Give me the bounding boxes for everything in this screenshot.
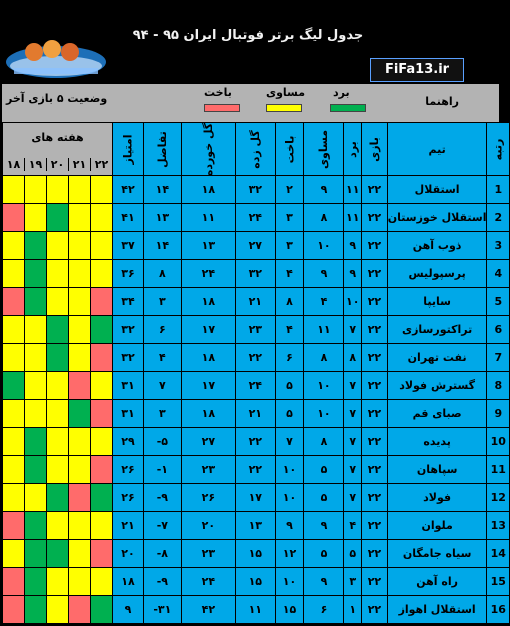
form-cell [91,428,113,456]
cell-played: ۲۲ [362,232,388,260]
cell-ga: ۱۸ [181,344,235,372]
cell-rank: 6 [487,316,510,344]
column-header-label: امتیاز [121,133,135,165]
table-row [3,288,510,316]
form-cell [91,176,113,204]
form-cell [47,176,69,204]
cell-won: ۴ [344,512,362,540]
cell-team: نفت تهران [387,344,487,372]
form-cell [25,176,47,204]
cell-gf: ۲۲ [236,344,276,372]
cell-pts: ۳۱ [113,400,144,428]
cell-drawn: ۸ [304,344,344,372]
form-cell [47,260,69,288]
form-cell [91,568,113,596]
cell-played: ۲۲ [362,344,388,372]
cell-team: سپاهان [387,456,487,484]
form-cell [69,456,91,484]
cell-gd: -۵ [144,428,182,456]
table-row [3,596,510,624]
cell-rank: 7 [487,344,510,372]
cell-played: ۲۲ [362,596,388,624]
cell-won: ۸ [344,344,362,372]
cell-gd: -۷ [144,512,182,540]
cell-ga: ۲۰ [181,512,235,540]
cell-team: سایپا [387,288,487,316]
form-cell [25,232,47,260]
cell-ga: ۲۴ [181,260,235,288]
cell-played: ۲۲ [362,316,388,344]
column-header-played [362,123,388,176]
form-cell [47,288,69,316]
cell-won: ۷ [344,316,362,344]
cell-played: ۲۲ [362,176,388,204]
cell-ga: ۱۸ [181,176,235,204]
table-row [3,512,510,540]
cell-lost: ۵ [275,372,304,400]
cell-lost: ۷ [275,428,304,456]
cell-team: ذوب آهن [387,232,487,260]
table-row [3,484,510,512]
cell-won: ۷ [344,456,362,484]
column-header-label: برد [346,140,360,158]
form-cell [25,568,47,596]
column-header-pts [113,123,144,176]
cell-won: ۱۰ [344,288,362,316]
cell-played: ۲۲ [362,540,388,568]
form-cell [3,400,25,428]
cell-drawn: ۵ [304,540,344,568]
cell-gf: ۲۲ [236,428,276,456]
legend-draw-label: مساوی [266,86,306,99]
cell-won: ۷ [344,484,362,512]
cell-pts: ۳۲ [113,344,144,372]
cell-gd: -۹ [144,484,182,512]
cell-team: استقلال [387,176,487,204]
cell-ga: ۲۷ [181,428,235,456]
cell-gf: ۲۲ [236,456,276,484]
form-cell [25,204,47,232]
cell-gf: ۱۵ [236,568,276,596]
form-cell [3,260,25,288]
column-header-label: بازی [367,136,381,162]
column-header-label: گل زده [248,129,262,169]
cell-played: ۲۲ [362,512,388,540]
form-cell [69,512,91,540]
cell-rank: 2 [487,204,510,232]
cell-pts: ۳۷ [113,232,144,260]
cell-drawn: ۵ [304,456,344,484]
cell-lost: ۳ [275,232,304,260]
legend-loss-label: باخت [204,86,232,99]
cell-gf: ۱۵ [236,540,276,568]
form-cell [25,372,47,400]
form-cell [3,484,25,512]
weeks-label: هفته های [31,131,84,144]
form-cell [69,596,91,624]
cell-team: ملوان [387,512,487,540]
column-header-label: باخت [282,135,296,163]
cell-ga: ۲۳ [181,456,235,484]
cell-won: ۹ [344,232,362,260]
cell-rank: 14 [487,540,510,568]
cell-pts: ۳۴ [113,288,144,316]
cell-team: گسترش فولاد [387,372,487,400]
form-cell [69,484,91,512]
cell-lost: ۶ [275,344,304,372]
form-cell [25,456,47,484]
cell-pts: ۲۶ [113,456,144,484]
cell-lost: ۱۲ [275,540,304,568]
form-cell [25,540,47,568]
cell-played: ۲۲ [362,568,388,596]
cell-ga: ۱۷ [181,372,235,400]
cell-gf: ۳۲ [236,176,276,204]
cell-drawn: ۹ [304,512,344,540]
cell-gd: -۱ [144,456,182,484]
cell-played: ۲۲ [362,372,388,400]
cell-gd: ۱۴ [144,176,182,204]
form-cell [3,288,25,316]
table-row [3,204,510,232]
form-cell [91,456,113,484]
header [0,0,499,84]
form-cell [91,288,113,316]
form-cell [91,400,113,428]
form-cell [3,372,25,400]
form-cell [47,484,69,512]
cell-drawn: ۱۰ [304,232,344,260]
form-cell [3,428,25,456]
legend-win-swatch [330,104,366,112]
cell-won: ۷ [344,372,362,400]
cell-gd: ۷ [144,372,182,400]
cell-lost: ۲ [275,176,304,204]
form-cell [69,232,91,260]
form-cell [3,568,25,596]
form-cell [91,316,113,344]
cell-team: فولاد [387,484,487,512]
cell-lost: ۸ [275,288,304,316]
column-header-label: تفاضل [155,130,169,168]
form-cell [69,540,91,568]
cell-team: راه آهن [387,568,487,596]
cell-gd: ۳ [144,400,182,428]
column-header-drawn [304,123,344,176]
table-row [3,260,510,288]
cell-team: سیاه جامگان [387,540,487,568]
cell-drawn: ۵ [304,484,344,512]
form-cell [91,204,113,232]
table-row [3,372,510,400]
cell-ga: ۲۳ [181,540,235,568]
cell-lost: ۱۰ [275,456,304,484]
standings-table [2,122,510,624]
cell-gf: ۲۳ [236,316,276,344]
table-row [3,232,510,260]
form-cell [91,484,113,512]
site-logo-icon [4,40,108,80]
cell-gf: ۱۳ [236,512,276,540]
cell-gd: ۸ [144,260,182,288]
form-cell [47,372,69,400]
form-cell [47,344,69,372]
page-title: جدول لیگ برتر فوتبال ایران ۹۵ - ۹۴ [132,28,364,43]
cell-drawn: ۶ [304,596,344,624]
cell-gf: ۲۴ [236,204,276,232]
cell-lost: ۱۰ [275,568,304,596]
cell-won: ۱۱ [344,176,362,204]
cell-gf: ۲۴ [236,372,276,400]
legend-loss-swatch [204,104,240,112]
cell-won: ۳ [344,568,362,596]
cell-pts: ۳۶ [113,260,144,288]
form-cell [69,204,91,232]
cell-drawn: ۹ [304,176,344,204]
form-cell [91,372,113,400]
form-cell [3,344,25,372]
form-cell [47,540,69,568]
cell-ga: ۴۲ [181,596,235,624]
legend-draw-swatch [266,104,302,112]
form-cell [3,232,25,260]
cell-played: ۲۲ [362,400,388,428]
form-cell [69,428,91,456]
cell-won: ۱۱ [344,204,362,232]
cell-won: ۱ [344,596,362,624]
cell-rank: 3 [487,232,510,260]
cell-ga: ۲۶ [181,484,235,512]
cell-pts: ۲۹ [113,428,144,456]
form-cell [25,316,47,344]
cell-pts: ۹ [113,596,144,624]
form-cell [69,288,91,316]
form-cell [47,512,69,540]
cell-played: ۲۲ [362,260,388,288]
form-cell [47,400,69,428]
column-header-rank [487,123,510,176]
form-cell [69,568,91,596]
column-header-label: گل خورده [201,122,215,176]
week-number: ۲۱ [68,158,90,171]
cell-won: ۵ [344,540,362,568]
cell-team: صبای قم [387,400,487,428]
cell-team: استقلال خوزستان [387,204,487,232]
cell-drawn: ۸ [304,428,344,456]
column-header-gf [236,123,276,176]
legend-bar [0,84,499,122]
cell-drawn: ۸ [304,204,344,232]
cell-won: ۷ [344,428,362,456]
week-number: ۱۹ [24,158,46,171]
column-header-won [344,123,362,176]
table-header-row [3,123,510,176]
form-cell [47,596,69,624]
cell-drawn: ۱۱ [304,316,344,344]
cell-rank: 8 [487,372,510,400]
cell-rank: 12 [487,484,510,512]
cell-lost: ۱۵ [275,596,304,624]
cell-lost: ۴ [275,316,304,344]
form-cell [3,540,25,568]
cell-gd: -۸ [144,540,182,568]
form-cell [3,512,25,540]
form-cell [69,344,91,372]
column-header-label: مساوی [317,129,331,169]
cell-drawn: ۹ [304,568,344,596]
cell-rank: 11 [487,456,510,484]
column-header-label: رتبه [491,138,505,160]
cell-gd: -۳۱ [144,596,182,624]
week-number: ۲۰ [46,158,68,171]
cell-gd: ۶ [144,316,182,344]
cell-team: استقلال اهواز [387,596,487,624]
form-cell [69,260,91,288]
form-cell [25,428,47,456]
cell-lost: ۳ [275,204,304,232]
form-cell [91,512,113,540]
cell-ga: ۱۷ [181,316,235,344]
form-cell [3,176,25,204]
week-number: ۱۸ [6,158,21,171]
cell-lost: ۵ [275,400,304,428]
cell-pts: ۳۲ [113,316,144,344]
cell-gd: ۴ [144,344,182,372]
cell-drawn: ۱۰ [304,372,344,400]
form-cell [69,176,91,204]
cell-gf: ۳۲ [236,260,276,288]
cell-team: پرسپولیس [387,260,487,288]
cell-gd: ۳ [144,288,182,316]
cell-drawn: ۴ [304,288,344,316]
form-cell [47,456,69,484]
weeks-header [3,123,113,176]
form-cell [25,344,47,372]
cell-pts: ۲۰ [113,540,144,568]
cell-rank: 16 [487,596,510,624]
week-number: ۲۲ [90,158,112,171]
form-cell [69,316,91,344]
form-cell [25,596,47,624]
form-cell [91,232,113,260]
cell-gf: ۲۱ [236,288,276,316]
cell-played: ۲۲ [362,484,388,512]
cell-rank: 13 [487,512,510,540]
cell-ga: ۱۱ [181,204,235,232]
form-cell [69,372,91,400]
cell-won: ۷ [344,400,362,428]
cell-rank: 10 [487,428,510,456]
cell-rank: 5 [487,288,510,316]
form-cell [25,260,47,288]
cell-pts: ۴۲ [113,176,144,204]
cell-gf: ۲۷ [236,232,276,260]
cell-pts: ۲۱ [113,512,144,540]
cell-gd: ۱۴ [144,232,182,260]
legend-guide-label: راهنما [425,95,459,108]
cell-ga: ۲۴ [181,568,235,596]
legend-win-label: برد [333,86,350,99]
cell-ga: ۱۳ [181,232,235,260]
cell-played: ۲۲ [362,456,388,484]
cell-lost: ۱۰ [275,484,304,512]
cell-gd: -۹ [144,568,182,596]
cell-pts: ۱۸ [113,568,144,596]
cell-ga: ۱۸ [181,400,235,428]
cell-lost: ۹ [275,512,304,540]
form-cell [91,540,113,568]
cell-drawn: ۱۰ [304,400,344,428]
column-header-gd [144,123,182,176]
cell-rank: 9 [487,400,510,428]
cell-rank: 15 [487,568,510,596]
form-cell [25,512,47,540]
cell-rank: 1 [487,176,510,204]
cell-drawn: ۹ [304,260,344,288]
cell-played: ۲۲ [362,204,388,232]
cell-pts: ۳۱ [113,372,144,400]
form-cell [3,204,25,232]
form-cell [47,204,69,232]
cell-pts: ۲۶ [113,484,144,512]
form-cell [25,400,47,428]
table-row [3,456,510,484]
column-header-ga [181,123,235,176]
form-cell [25,484,47,512]
table-row [3,400,510,428]
form-cell [91,596,113,624]
form-cell [3,316,25,344]
table-row [3,176,510,204]
cell-gf: ۲۱ [236,400,276,428]
form-cell [25,288,47,316]
cell-played: ۲۲ [362,288,388,316]
last5-label: وضعیت ۵ بازی آخر [6,92,108,105]
cell-team: تراکتورسازی [387,316,487,344]
table-row [3,344,510,372]
table-row [3,540,510,568]
cell-rank: 4 [487,260,510,288]
form-cell [91,260,113,288]
form-cell [3,596,25,624]
table-row [3,316,510,344]
table-row [3,428,510,456]
cell-gd: ۱۳ [144,204,182,232]
cell-gf: ۱۱ [236,596,276,624]
form-cell [47,568,69,596]
watermark: FiFa13.ir [370,58,464,82]
cell-lost: ۴ [275,260,304,288]
cell-played: ۲۲ [362,428,388,456]
column-header-lost [275,123,304,176]
form-cell [47,316,69,344]
cell-gf: ۱۷ [236,484,276,512]
form-cell [3,456,25,484]
cell-team: پدیده [387,428,487,456]
cell-ga: ۱۸ [181,288,235,316]
cell-pts: ۴۱ [113,204,144,232]
form-cell [47,232,69,260]
table-row [3,568,510,596]
form-cell [47,428,69,456]
column-header-team: تیم [387,123,487,176]
form-cell [69,400,91,428]
cell-won: ۹ [344,260,362,288]
form-cell [91,344,113,372]
